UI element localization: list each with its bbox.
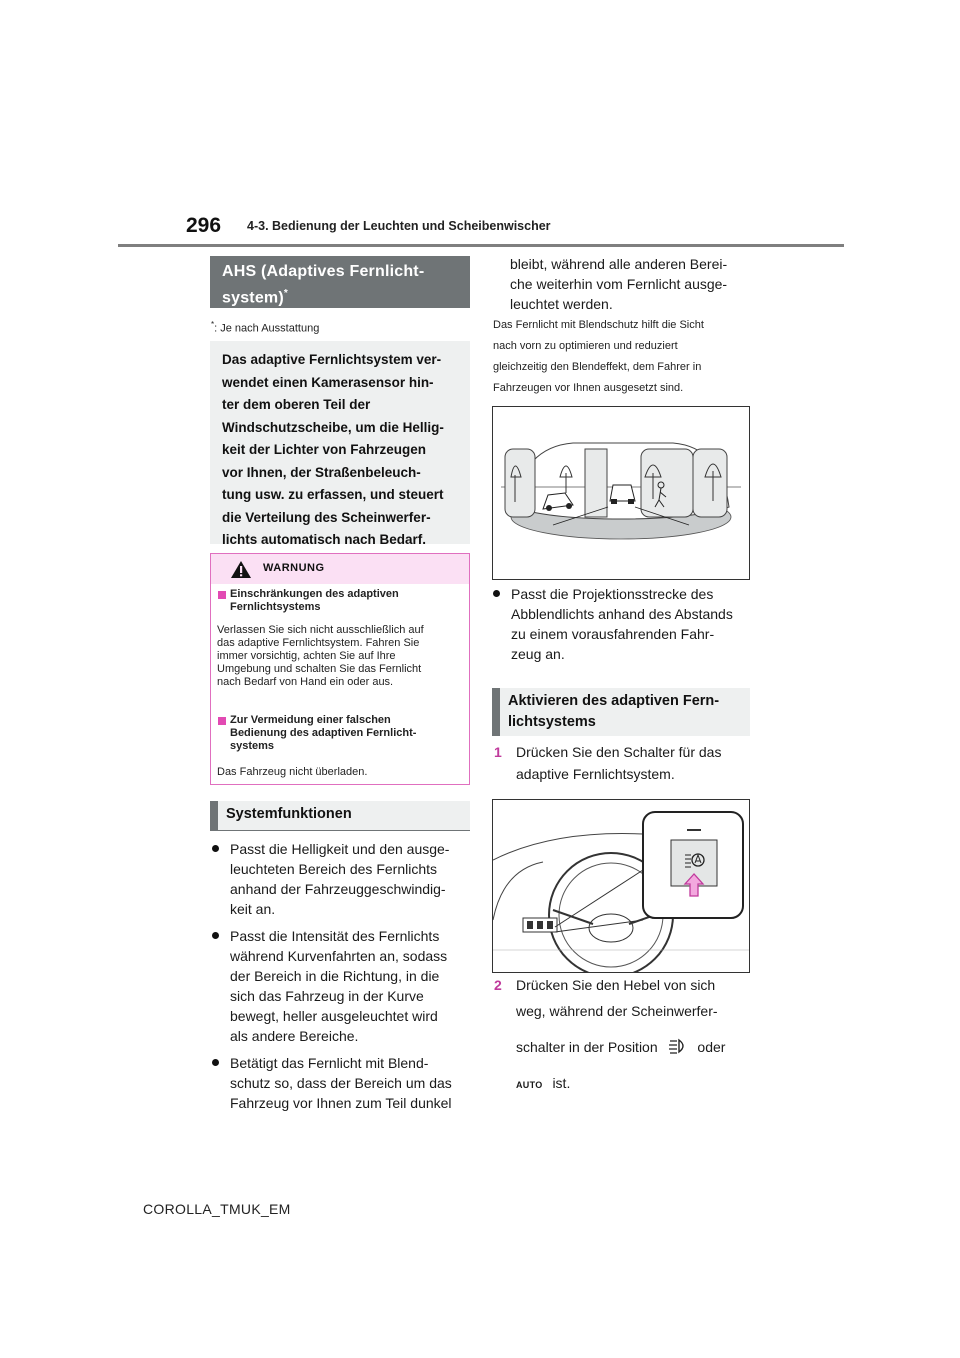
bullet-item xyxy=(493,584,755,664)
bullet-line: Passt die Helligkeit und den ausge- xyxy=(230,841,450,857)
ahs-heading xyxy=(210,256,470,308)
bullet-line: zeug an. xyxy=(511,646,565,662)
ahs-heading-line-1: AHS (Adaptives Fernlicht- xyxy=(222,263,425,280)
intro-box xyxy=(210,341,470,547)
bullet-line: der Bereich in die Richtung, in die xyxy=(230,968,440,984)
bullet-dot xyxy=(212,1059,219,1066)
intro-line: tung usw. zu erfassen, und steuert xyxy=(222,487,444,502)
bullet-line: bleibt, während alle anderen Berei- xyxy=(510,256,728,272)
warning-item-title: systems xyxy=(230,740,275,752)
step-line xyxy=(516,1036,756,1058)
warning-item-body xyxy=(217,766,467,779)
intro-line: vor Ihnen, der Straßenbeleuch- xyxy=(222,464,421,480)
feature-bullet-list xyxy=(493,584,755,671)
note-line: Das Fernlicht mit Blendschutz hilft die Sicht xyxy=(493,319,704,331)
warning-item-title: Zur Vermeidung einer falschen xyxy=(230,714,391,726)
bullet-dot xyxy=(212,932,219,939)
footer-model: COROLLA_TMUK_EM xyxy=(143,1201,291,1217)
warning-item-title: Fernlichtsystems xyxy=(230,601,321,613)
intro-line: wendet einen Kamerasensor hin- xyxy=(222,374,434,390)
aktivieren-heading xyxy=(492,688,750,736)
bullet-item xyxy=(212,926,474,1046)
bullet-line: che weiterhin vom Fernlicht ausge- xyxy=(510,276,728,292)
bullet-line: bewegt, heller ausgeleuchtet wird xyxy=(230,1008,438,1024)
note-line: Fahrzeugen vor Ihnen ausgesetzt sind. xyxy=(493,382,684,394)
step-line-text: schalter in der Position xyxy=(516,1039,658,1055)
step-line: weg, während der Scheinwerfer- xyxy=(516,1003,718,1019)
bullet-line: Passt die Intensität des Fernlichts xyxy=(230,928,440,944)
bullet-line: schutz so, dass der Bereich um das xyxy=(230,1075,452,1091)
warning-item-title: Bedienung des adaptiven Fernlicht- xyxy=(230,727,417,739)
intro-line: Das adaptive Fernlichtsystem ver- xyxy=(222,352,442,367)
warning-item xyxy=(230,714,466,753)
bullet-line: Betätigt das Fernlicht mit Blend- xyxy=(230,1055,429,1071)
warning-body-line: immer vorsichtig, achten Sie auf Ihre xyxy=(217,650,396,662)
aktivieren-heading-line: Aktivieren des adaptiven Fern- xyxy=(508,693,720,709)
footnote-asterisk: * xyxy=(211,320,215,329)
bullet-line: keit an. xyxy=(230,901,276,917)
bullet-dot xyxy=(493,590,500,597)
bullet-line: während Kurvenfahrten an, sodass xyxy=(230,948,448,964)
header-divider xyxy=(118,244,844,247)
footnote-text: : Je nach Ausstattung xyxy=(214,322,320,335)
step-line-text: ist. xyxy=(552,1075,571,1091)
bullet-line: Fahrzeug vor Ihnen zum Teil dunkel xyxy=(230,1095,452,1111)
step-line-text: oder xyxy=(697,1039,726,1055)
intro-line: Windschutzscheibe, um die Hellig- xyxy=(222,419,444,435)
footnote xyxy=(211,320,319,335)
glare-free-high-beam-illustration xyxy=(492,406,750,580)
warning-header xyxy=(211,554,469,584)
dashboard-switch-illustration xyxy=(492,799,750,973)
bullet-item xyxy=(212,839,474,919)
note-line: nach vorn zu optimieren und reduziert xyxy=(493,340,678,352)
bullet-line: zu einem vorausfahrenden Fahr- xyxy=(511,626,715,642)
ahs-heading-line-2-text: system) xyxy=(222,289,284,307)
warning-item xyxy=(230,588,466,614)
step-2 xyxy=(494,974,756,1096)
step-number: 2 xyxy=(494,977,502,993)
bullet-line: leuchtet werden. xyxy=(510,296,613,312)
warning-body-line: Umgebung und schalten Sie das Fernlicht xyxy=(217,663,422,675)
feature-bullet-list xyxy=(212,839,474,1120)
note-line: gleichzeitig den Blendeffekt, dem Fahrer in xyxy=(493,361,702,373)
bullet-line: Abblendlichts anhand des Abstands xyxy=(511,606,733,622)
high-beam-icon xyxy=(668,1038,688,1054)
warning-item-title: Einschränkungen des adaptiven xyxy=(230,588,399,600)
ahs-heading-asterisk: * xyxy=(283,288,288,299)
glare-note xyxy=(493,315,763,399)
aktivieren-heading-line: lichtsystems xyxy=(508,714,596,730)
auto-light-icon: AUTO xyxy=(516,1080,543,1090)
step-line xyxy=(516,1072,756,1096)
bullet-dot xyxy=(212,845,219,852)
step-number: 1 xyxy=(494,744,502,760)
section-title: 4-3. Bedienung der Leuchten und Scheibenwischer xyxy=(247,219,551,233)
bullet-line: sich das Fahrzeug in der Kurve xyxy=(230,988,424,1004)
bullet-continuation xyxy=(510,254,755,314)
intro-line: ter dem oberen Teil der xyxy=(222,397,371,412)
systemfunktionen-heading: Systemfunktionen xyxy=(210,801,470,831)
warning-body-line: Verlassen Sie sich nicht ausschließlich auf xyxy=(217,624,424,636)
page-number: 296 xyxy=(186,214,222,237)
warning-item-marker xyxy=(218,591,226,599)
warning-box xyxy=(210,553,470,785)
warning-label: WARNUNG xyxy=(263,562,325,574)
warning-item-body xyxy=(217,624,467,689)
dashboard-graphic xyxy=(493,800,749,972)
bullet-line: als andere Bereiche. xyxy=(230,1028,359,1044)
warning-item-marker xyxy=(218,717,226,725)
warning-triangle-icon xyxy=(230,560,252,579)
bullet-line: anhand der Fahrzeuggeschwindig- xyxy=(230,881,446,897)
warning-body-line: das adaptive Fernlichtsystem. Fahren Sie xyxy=(217,637,420,649)
warning-body-line: Das Fahrzeug nicht überladen. xyxy=(217,766,368,778)
step-line: Drücken Sie den Hebel von sich xyxy=(516,977,716,993)
bullet-item xyxy=(212,1053,474,1113)
bullet-line: Passt die Projektionsstrecke des xyxy=(511,586,714,602)
road-scene-graphic xyxy=(493,407,749,579)
step-line: adaptive Fernlichtsystem. xyxy=(516,766,675,782)
step-1 xyxy=(494,741,756,785)
step-line: Drücken Sie den Schalter für das xyxy=(516,744,722,760)
bullet-line: leuchteten Bereich des Fernlichts xyxy=(230,861,437,877)
intro-line: die Verteilung des Scheinwerfer- xyxy=(222,509,431,525)
warning-body-line: nach Bedarf von Hand ein oder aus. xyxy=(217,676,394,688)
intro-line: keit der Lichter von Fahrzeugen xyxy=(222,442,427,457)
intro-line: lichts automatisch nach Bedarf. xyxy=(222,532,427,547)
ahs-heading-line-2 xyxy=(222,283,458,309)
